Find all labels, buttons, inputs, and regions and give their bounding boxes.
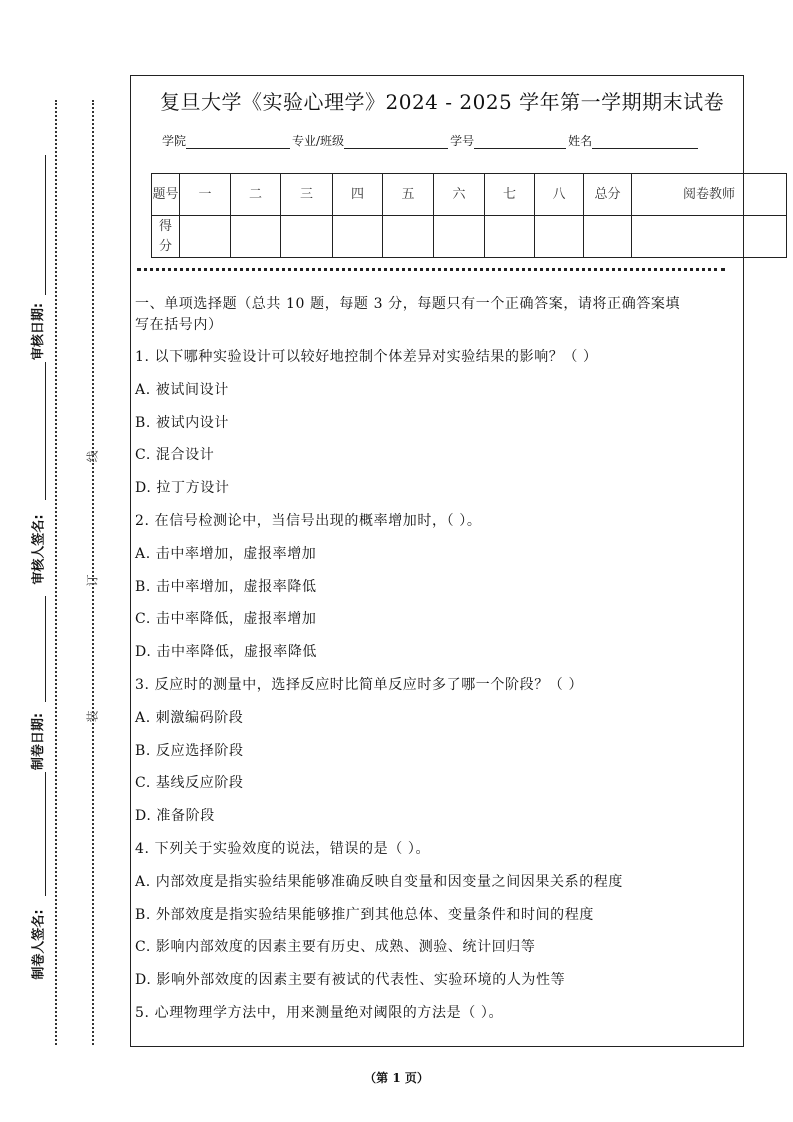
paper-date-label: 制卷日期:	[31, 712, 47, 771]
question-stem: 1. 以下哪种实验设计可以较好地控制个体差异对实验结果的影响？（ ）	[135, 349, 598, 365]
score-cell[interactable]	[333, 216, 383, 258]
answer-option: A. 刺激编码阶段	[135, 709, 244, 726]
answer-option: C. 击中率降低，虚报率增加	[135, 611, 317, 628]
row-label: 得分	[152, 216, 180, 258]
question-stem: 2. 在信号检测论中，当信号出现的概率增加时，（ ）。	[135, 513, 482, 529]
exam-title: 复旦大学《实验心理学》2024 - 2025 学年第一学期期末试卷	[160, 90, 725, 114]
column-header: 阅卷教师	[632, 174, 787, 216]
signature-line	[45, 596, 46, 702]
answer-option: A. 内部效度是指实验结果能够准确反映自变量和因变量之间因果关系的程度	[135, 873, 624, 890]
name-label: 姓名	[568, 134, 593, 148]
column-header: 总分	[584, 174, 632, 216]
major-class-label: 专业/班级	[292, 134, 345, 148]
signature-line	[45, 155, 46, 295]
column-header: 五	[383, 174, 434, 216]
binding-mark-line: 线	[85, 450, 100, 463]
section-heading: 一、单项选择题（总共 10 题，每题 3 分，每题只有一个正确答案，请将正确答案填	[135, 296, 681, 312]
table-row	[152, 174, 787, 216]
signature-line	[45, 772, 46, 896]
answer-option: B. 外部效度是指实验结果能够推广到其他总体、变量条件和时间的程度	[135, 906, 594, 923]
section-heading: 写在括号内）	[135, 317, 223, 333]
maker-signature-label: 制卷人签名:	[31, 909, 47, 980]
score-cell[interactable]	[485, 216, 535, 258]
column-header: 四	[333, 174, 383, 216]
score-cell[interactable]	[535, 216, 584, 258]
review-date-label: 审核日期:	[31, 302, 47, 361]
question-stem: 5. 心理物理学方法中，用来测量绝对阈限的方法是（ ）。	[135, 1005, 504, 1021]
column-header: 七	[485, 174, 535, 216]
major-class-field[interactable]	[344, 136, 448, 149]
table-row	[152, 216, 787, 258]
binding-dotted-line-inner	[92, 100, 94, 1045]
column-header: 三	[281, 174, 333, 216]
answer-option: D. 拉丁方设计	[135, 480, 230, 497]
score-cell[interactable]	[231, 216, 281, 258]
signature-line	[45, 362, 46, 500]
student-info-fields	[162, 132, 700, 149]
score-cell[interactable]	[281, 216, 333, 258]
row-label: 题号	[152, 174, 180, 216]
score-table	[151, 173, 787, 258]
college-label: 学院	[162, 134, 187, 148]
name-field[interactable]	[592, 136, 698, 149]
answer-option: D. 影响外部效度的因素主要有被试的代表性、实验环境的人为性等	[135, 972, 566, 989]
question-stem: 4. 下列关于实验效度的说法，错误的是（ ）。	[135, 841, 431, 857]
answer-option: A. 击中率增加，虚报率增加	[135, 545, 317, 562]
question-stem: 3. 反应时的测量中，选择反应时比简单反应时多了哪一个阶段？（ ）	[135, 677, 584, 693]
column-header: 二	[231, 174, 281, 216]
column-header: 八	[535, 174, 584, 216]
college-field[interactable]	[186, 136, 290, 149]
page-number: （第 1 页）	[364, 1071, 429, 1085]
student-id-label: 学号	[450, 134, 475, 148]
answer-option: B. 被试内设计	[135, 414, 229, 431]
column-header: 一	[180, 174, 231, 216]
score-cell[interactable]	[434, 216, 485, 258]
answer-option: C. 混合设计	[135, 447, 215, 464]
answer-option: D. 击中率降低，虚报率降低	[135, 644, 318, 661]
answer-option: C. 影响内部效度的因素主要有历史、成熟、测验、统计回归等	[135, 939, 536, 956]
binding-mark-bind: 装	[85, 710, 100, 723]
score-cell[interactable]	[584, 216, 632, 258]
binding-mark-staple: 订	[85, 574, 100, 587]
answer-option: A. 被试间设计	[135, 381, 229, 398]
score-cell[interactable]	[383, 216, 434, 258]
answer-option: C. 基线反应阶段	[135, 775, 244, 792]
dotted-divider	[137, 268, 725, 271]
answer-option: D. 准备阶段	[135, 808, 215, 825]
answer-option: B. 反应选择阶段	[135, 742, 244, 759]
column-header: 六	[434, 174, 485, 216]
answer-option: B. 击中率增加，虚报率降低	[135, 578, 317, 595]
reviewer-signature-label: 审核人签名:	[31, 514, 47, 585]
score-cell[interactable]	[632, 216, 787, 258]
score-cell[interactable]	[180, 216, 231, 258]
student-id-field[interactable]	[474, 136, 566, 149]
binding-dotted-line-outer	[55, 100, 57, 1045]
